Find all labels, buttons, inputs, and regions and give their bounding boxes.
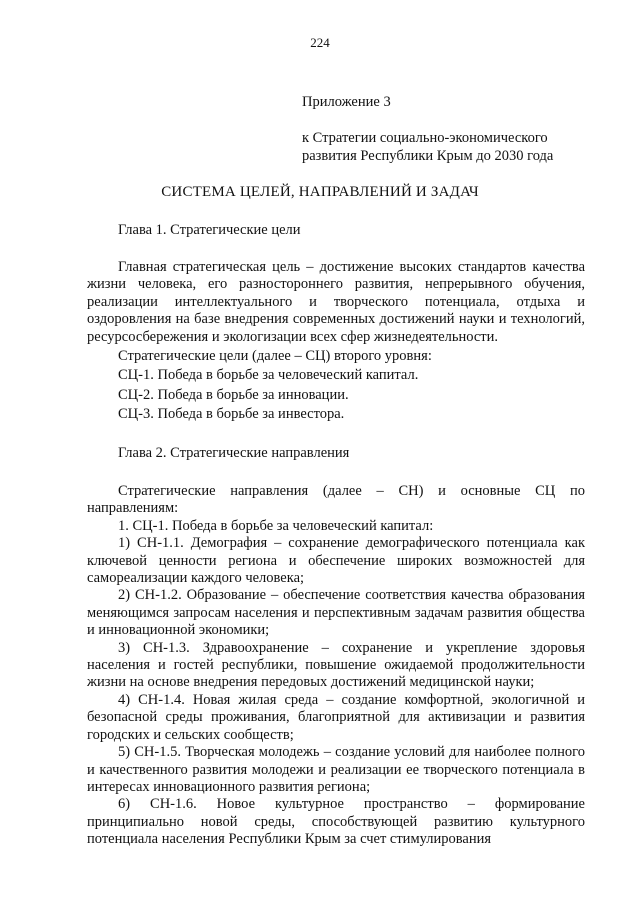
direction-item-3: 3) СН-1.3. Здравоохранение – сохранение и укрепление здоровья населения и гостей республики, повышение ожидаемой продолжительности жизни на основе внедрения передовых достижений медицинской науки; [87, 639, 585, 691]
directions-intro: Стратегические направления (далее – СН) и основные СЦ по направлениям: [87, 483, 585, 517]
chapter-2-title: Глава 2. Стратегические направления [118, 445, 350, 461]
appendix-header [302, 93, 553, 165]
direction-item-2: 2) СН-1.2. Образование – обеспечение соответствия качества образования меняющимся запросам населения и перспективным задачам развития общества и инновационной экономики; [87, 587, 585, 639]
page-number: 224 [310, 35, 330, 50]
direction-item-5: 5) СН-1.5. Творческая молодежь – создание условий для наиболее полного и качественного развития молодежи и реализации ее творческого потенциала в интересах инновационного развития региона; [87, 744, 585, 795]
goal-3: СЦ-3. Победа в борьбе за инвестора. [118, 406, 345, 423]
goal-2: СЦ-2. Победа в борьбе за инновации. [118, 386, 349, 403]
direction-item-4: 4) СН-1.4. Новая жилая среда – создание комфортной, экологичной и безопасной среды проживания, благоприятной для активизации и развития городских и сельских сообществ; [87, 691, 585, 743]
second-level-intro: Стратегические цели (далее – СЦ) второго уровня: [118, 348, 432, 365]
appendix-line-1: к Стратегии социально-экономического [302, 130, 548, 146]
goal-1: СЦ-1. Победа в борьбе за человеческий капитал. [118, 367, 419, 384]
main-goal-paragraph: Главная стратегическая цель – достижение высоких стандартов качества жизни человека, его разностороннего развития, непрерывного обучения, реализации интеллектуального и творческого потенциала, отдыха и оздоровления на базе внедрения современных достижений науки и технологий, ресурсосбережения и экологизации всех сфер жизнедеятельности. [87, 259, 585, 345]
chapter-2-body [87, 483, 585, 849]
direction-item-6: 6) СН-1.6. Новое культурное пространство – формирование принципиально новой среды, способствующей развитию культурного потенциала населения Республики Крым за счет стимулирования [87, 796, 585, 848]
section-1-title: 1. СЦ-1. Победа в борьбе за человеческий капитал: [118, 517, 434, 534]
appendix-title: Приложение 3 [302, 94, 391, 110]
document-heading: СИСТЕМА ЦЕЛЕЙ, НАПРАВЛЕНИЙ И ЗАДАЧ [161, 184, 479, 200]
direction-item-1: 1) СН-1.1. Демография – сохранение демографического потенциала как ключевой ценности региона и обеспечение широких возможностей для самореализации каждого человека; [87, 535, 585, 587]
chapter-1-body [87, 259, 585, 424]
chapter-1-title: Глава 1. Стратегические цели [118, 222, 301, 238]
appendix-line-2: развития Республики Крым до 2030 года [302, 148, 554, 164]
